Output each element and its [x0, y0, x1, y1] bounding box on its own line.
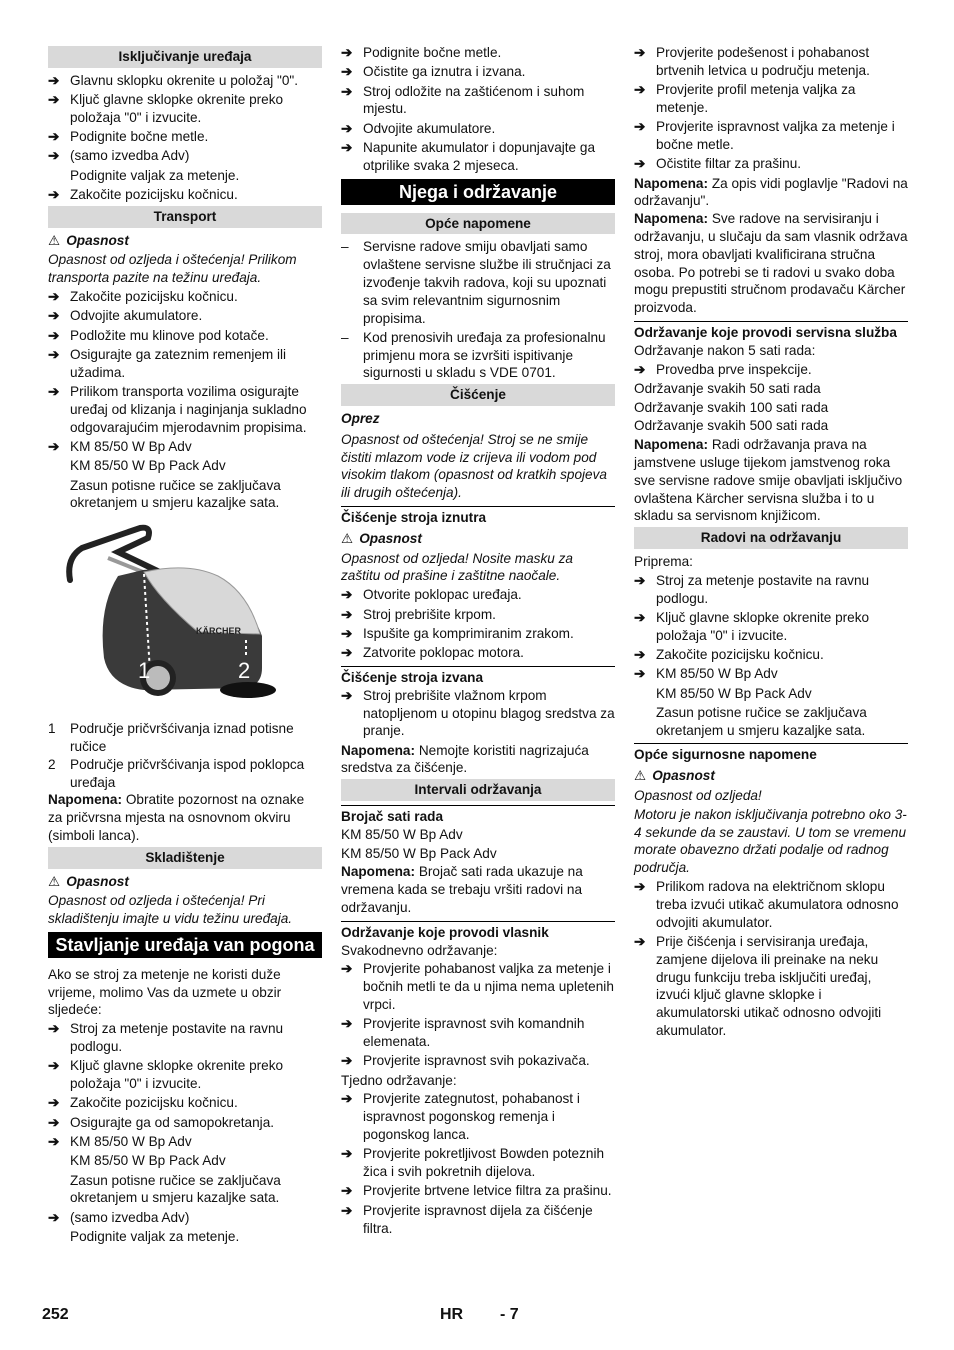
bullet-item	[48, 327, 322, 345]
arrow-icon: ➔	[341, 139, 353, 155]
arrow-icon: ➔	[341, 961, 353, 977]
callout-1: 1	[138, 658, 151, 684]
bullet-item	[48, 383, 322, 436]
warning-label	[48, 873, 322, 891]
arrow-icon: ➔	[341, 83, 353, 99]
note-label: Napomena:	[634, 175, 709, 191]
bullet-item	[634, 646, 908, 664]
bullet-item	[634, 81, 908, 117]
bullet-text: Osigurajte ga od samopokretanja.	[70, 1114, 275, 1130]
bullet-text: Stroj za metenje postavite na ravnu podlogu.	[70, 1021, 284, 1055]
paragraph: Održavanje svakih 100 sati rada	[634, 399, 829, 415]
section-heading: Čišćenje	[341, 384, 615, 406]
subheading: Čišćenje stroja iznutra	[341, 506, 615, 527]
section-heading: Radovi na održavanju	[634, 527, 908, 549]
dash-text: Servisne radove smiju obavljati samo ovlaštene servisne službe ili stručnjaci za izvođenje takvih radova, koji su upoznati sa svim relevantnim sigurnosnim propisima.	[363, 239, 611, 326]
paragraph: Tjedno održavanje:	[341, 1072, 457, 1088]
bullet-text: Prilikom radova na električnom sklopu treba izvući utikač akumulatora odnosno odvojiti akumulator.	[656, 879, 899, 930]
arrow-icon: ➔	[341, 45, 353, 60]
section-heading: Isključivanje uređaja	[48, 46, 322, 68]
bullet-text: Stroj prebrišite vlažnom krpom natopljenom u otopinu blagog sredstva za pranje.	[363, 687, 615, 739]
italic-text: Motoru je nakon isključivanja potrebno oko 3-4 sekunde da se zaustavi. U tom se vremenu morate obavezno držati podalje od radnog područja.	[634, 806, 907, 876]
bullet-text: Zakočite pozicijsku kočnicu.	[70, 1095, 238, 1111]
arrow-icon: ➔	[48, 327, 60, 343]
arrow-icon: ➔	[48, 148, 60, 164]
paragraph: Priprema:	[634, 554, 693, 570]
bullet-text: KM 85/50 W Bp Adv	[656, 666, 778, 682]
bullet-item	[341, 139, 615, 175]
arrow-icon: ➔	[48, 92, 60, 108]
page-number: 252	[42, 1306, 69, 1323]
arrow-icon: ➔	[48, 1058, 60, 1074]
section-heading: Opće napomene	[341, 213, 615, 235]
bullet-item	[48, 91, 322, 127]
bullet-item	[341, 120, 615, 138]
bullet-text: Provjerite pohabanost valjka za metenje i bočnih metli te da u njima nema upletenih vrpci.	[363, 961, 614, 1012]
bullet-item	[634, 44, 908, 80]
bullet-item	[48, 346, 322, 382]
bullet-item	[341, 644, 615, 662]
paragraph: Održavanje svakih 500 sati rada	[634, 418, 829, 434]
note-text: Obratite pozornost na oznake za pričvrsna mjesta na osnovnom okviru (simboli lanca).	[48, 792, 305, 843]
numbered-item	[48, 756, 322, 792]
arrow-icon: ➔	[341, 1146, 353, 1162]
bullet-item	[634, 609, 908, 645]
dash-icon: –	[341, 239, 349, 255]
note-text: Za opis vidi poglavlje "Radovi na održavanju".	[634, 175, 908, 209]
bullet-text: Provjerite ispravnost valjka za metenje i bočne metle.	[656, 119, 895, 152]
bullet-item	[48, 438, 322, 456]
bullet-text: Ispušite ga komprimiranim zrakom.	[363, 625, 574, 641]
bullet-text: Osigurajte ga zateznim remenjem ili užadima.	[70, 346, 287, 380]
arrow-icon: ➔	[48, 1134, 60, 1150]
paragraph: Ako se stroj za metenje ne koristi duže vrijeme, molimo Vas da uzmete u obzir sljedeće:	[48, 966, 282, 1018]
arrow-icon: ➔	[48, 72, 60, 88]
note-text: Brojač sati rada ukazuje na vremena kada se trebaju vršiti radovi na održavanju.	[341, 864, 583, 915]
item-number: 1	[48, 721, 56, 737]
note-text: Nemojte koristiti nagrizajuća sredstva za čišćenje.	[341, 742, 589, 776]
bullet-item	[634, 155, 908, 173]
bullet-text: Očistite ga iznutra i izvana.	[363, 64, 526, 80]
section-heading: Intervali održavanja	[341, 779, 615, 801]
bullet-text: Provjerite ispravnost svih pokazivača.	[363, 1053, 590, 1069]
note	[634, 436, 908, 525]
bullet-text: Provjerite pokretljivost Bowden poteznih žica i svih pokretnih dijelova.	[363, 1146, 605, 1180]
bullet-item	[341, 83, 615, 119]
bullet-item	[48, 1133, 322, 1151]
bullet-item	[634, 572, 908, 608]
bullet-text: Očistite filtar za prašinu.	[656, 156, 802, 172]
bullet-text: Podložite mu klinove pod kotače.	[70, 327, 269, 343]
warning-label	[341, 530, 615, 548]
subheading: Održavanje koje provodi vlasnik	[341, 921, 615, 942]
warning-text: Opasnost	[66, 232, 129, 248]
brand-logo: KÄRCHER	[196, 626, 241, 637]
note-text: Sve radove na servisiranju i održavanju, u slučaju da sam vlasnik održava stroj, mora obavljati kvalificirana stručna osoba. Po potrebi se ti radovi u svako doba mogu prepustiti stručnom prodavaču Kärcher proizvoda.	[634, 211, 908, 316]
section-page: - 7	[500, 1306, 519, 1323]
warning-triangle-icon: ⚠	[48, 873, 61, 889]
bullet-item	[48, 1209, 322, 1227]
bullet-item	[48, 307, 322, 325]
arrow-icon: ➔	[634, 361, 646, 377]
warning-text: Opasnost	[652, 768, 715, 784]
callout-2: 2	[238, 658, 251, 684]
arrow-icon: ➔	[341, 587, 353, 603]
bullet-text: Ključ glavne sklopke okrenite preko položaja "0" i izvucite.	[656, 609, 870, 643]
note-text: Radi održavanja prava na jamstvene usluge tijekom jamstvenog roka sve servisne radove smije obavljati isključivo ovlaštena Kärcher servisna služba i to u skladu sa servisnom knjižicom.	[634, 437, 903, 524]
arrow-icon: ➔	[48, 438, 60, 454]
item-text: Područje pričvršćivanja ispod poklopca uređaja	[70, 756, 305, 790]
note-label: Napomena:	[341, 742, 416, 758]
bullet-item	[341, 1202, 615, 1238]
bullet-item	[341, 687, 615, 740]
bullet-text: Stroj prebrišite krpom.	[363, 606, 496, 622]
note	[48, 791, 322, 844]
bullet-item	[341, 625, 615, 643]
warning-label	[48, 232, 322, 250]
italic-text: Opasnost od ozljeda i oštećenja! Pri skladištenju imajte u vidu težinu uređaja.	[48, 893, 293, 927]
bullet-text: Zakočite pozicijsku kočnicu.	[70, 187, 238, 203]
bullet-item	[341, 1182, 615, 1200]
bullet-text: Provjerite zategnutost, pohabanost i ispravnost pogonskog remenja i pogonskog lanca.	[363, 1091, 580, 1143]
item-number: 2	[48, 756, 56, 772]
arrow-icon: ➔	[634, 666, 646, 682]
bullet-item	[48, 1057, 322, 1093]
numbered-item	[48, 720, 322, 756]
section-heading: Transport	[48, 206, 322, 228]
note	[341, 863, 615, 916]
arrow-icon: ➔	[634, 82, 646, 98]
arrow-icon: ➔	[48, 1095, 60, 1111]
column-right	[634, 44, 908, 1041]
bullet-text: Zakočite pozicijsku kočnicu.	[656, 647, 824, 662]
italic-text: Opasnost od ozljeda!	[634, 788, 762, 804]
bullet-text: Odvojite akumulatore.	[363, 120, 496, 136]
bullet-item	[341, 960, 615, 1013]
warning-label	[634, 767, 908, 785]
subheading: Čišćenje stroja izvana	[341, 666, 615, 687]
arrow-icon: ➔	[341, 120, 353, 136]
bullet-item	[341, 1015, 615, 1051]
warning-text: Opasnost	[66, 873, 129, 889]
bullet-text: Provjerite brtvene letvice filtra za prašinu.	[363, 1183, 612, 1199]
bullet-text: Glavnu sklopku okrenite u položaj "0".	[70, 72, 299, 88]
item-text: Područje pričvršćivanja iznad potisne ručice	[70, 721, 294, 754]
bullet-text: (samo izvedba Adv)	[70, 148, 190, 164]
bullet-item	[48, 1114, 322, 1132]
italic-text: Opasnost od ozljeda! Nosite masku za zaštitu od prašine i zaštitne naočale.	[341, 550, 573, 584]
warning-triangle-icon: ⚠	[634, 768, 647, 784]
language-code: HR	[440, 1306, 464, 1323]
arrow-icon: ➔	[48, 1021, 60, 1037]
bullet-text: Provjerite profil metenja valjka za metenje.	[656, 82, 856, 115]
bullet-item	[48, 128, 322, 146]
indented-text: Zasun potisne ručice se zaključava okretanjem u smjeru kazaljke sata.	[656, 704, 867, 738]
note-label: Napomena:	[634, 211, 709, 227]
arrow-icon: ➔	[341, 645, 353, 661]
bullet-text: Zatvorite poklopac motora.	[363, 645, 524, 661]
subheading: Održavanje koje provodi servisna služba	[634, 321, 908, 342]
column-left	[48, 44, 322, 1247]
bullet-text: Stroj odložite na zaštićenom i suhom mjestu.	[363, 83, 585, 117]
arrow-icon: ➔	[341, 687, 353, 703]
bullet-item	[341, 586, 615, 604]
bullet-item	[48, 147, 322, 165]
bullet-text: Ključ glavne sklopke okrenite preko položaja "0" i izvucite.	[70, 1058, 284, 1092]
bullet-item	[341, 44, 615, 62]
arrow-icon: ➔	[634, 647, 646, 662]
chapter-heading: Stavljanje uređaja van pogona	[48, 932, 322, 958]
bullet-item	[48, 186, 322, 204]
arrow-icon: ➔	[341, 1016, 353, 1032]
bullet-text: Prilikom transporta vozilima osigurajte uređaj od klizanja i naginjanja sukladno odgovarajućim mjerodavnim propisima.	[70, 384, 307, 435]
arrow-icon: ➔	[48, 346, 60, 362]
subheading: Brojač sati rada	[341, 805, 615, 826]
dash-item	[341, 329, 615, 382]
italic-text: Opasnost od oštećenja! Stroj se ne smije čistiti mlazom vode iz crijeva ili vodom pod visokim tlakom (opasnost od kratkih spojeva ili drugih oštećenja).	[341, 431, 607, 501]
indented-text: KM 85/50 W Bp Pack Adv	[70, 1153, 226, 1169]
bullet-text: Podignite bočne metle.	[363, 45, 502, 60]
indented-text: KM 85/50 W Bp Pack Adv	[656, 685, 812, 701]
chapter-heading: Njega i održavanje	[341, 179, 615, 205]
bullet-item	[48, 72, 322, 90]
bullet-item	[48, 1020, 322, 1056]
bullet-item	[341, 63, 615, 81]
paragraph: Održavanje svakih 50 sati rada	[634, 380, 821, 396]
arrow-icon: ➔	[341, 1202, 353, 1218]
arrow-icon: ➔	[48, 289, 60, 305]
dash-text: Kod prenosivih uređaja za profesionalnu primjenu mora se izvršiti ispitivanje sigurnosti u skladu s VDE 0701.	[363, 329, 606, 381]
arrow-icon: ➔	[634, 45, 646, 60]
bullet-item	[634, 665, 908, 683]
dash-item	[341, 238, 615, 327]
bullet-text: Odvojite akumulatore.	[70, 308, 203, 324]
arrow-icon: ➔	[48, 1209, 60, 1225]
sweeper-image	[48, 518, 322, 716]
indented-text: Podignite valjak za metenje.	[70, 167, 240, 183]
note	[634, 210, 908, 317]
note-label: Napomena:	[341, 864, 416, 880]
bullet-text: Otvorite poklopac uređaja.	[363, 587, 522, 603]
bullet-text: Zakočite pozicijsku kočnicu.	[70, 289, 238, 305]
subheading: Opće sigurnosne napomene	[634, 743, 908, 764]
bullet-text: Napunite akumulator i dopunjavajte ga otprilike svaka 2 mjeseca.	[363, 139, 596, 173]
bullet-item	[341, 606, 615, 624]
arrow-icon: ➔	[341, 1053, 353, 1069]
paragraph: Održavanje nakon 5 sati rada:	[634, 342, 816, 358]
arrow-icon: ➔	[341, 625, 353, 641]
caution-label: Oprez	[341, 411, 380, 427]
indented-text: Podignite valjak za metenje.	[70, 1229, 240, 1245]
bullet-item	[341, 1052, 615, 1070]
bullet-item	[634, 878, 908, 931]
bullet-text: Provjerite ispravnost svih komandnih elemenata.	[363, 1016, 585, 1050]
arrow-icon: ➔	[634, 609, 646, 625]
italic-text: Opasnost od ozljeda i oštećenja! Prilikom transporta pazite na težinu uređaja.	[48, 252, 297, 286]
note-label: Napomena:	[48, 792, 123, 808]
bullet-item	[634, 118, 908, 154]
warning-triangle-icon: ⚠	[341, 530, 354, 546]
paragraph: KM 85/50 W Bp Adv	[341, 826, 463, 842]
arrow-icon: ➔	[634, 933, 646, 949]
column-middle	[341, 44, 615, 1239]
arrow-icon: ➔	[48, 308, 60, 324]
bullet-item	[48, 288, 322, 306]
warning-triangle-icon: ⚠	[48, 232, 61, 248]
section-heading: Skladištenje	[48, 847, 322, 869]
arrow-icon: ➔	[634, 156, 646, 172]
bullet-text: Stroj za metenje postavite na ravnu podlogu.	[656, 572, 870, 606]
arrow-icon: ➔	[341, 64, 353, 80]
note	[634, 175, 908, 211]
bullet-text: Ključ glavne sklopke okrenite preko položaja "0" i izvucite.	[70, 92, 284, 125]
bullet-text: Provjerite podešenost i pohabanost brtvenih letvica u području metenja.	[656, 45, 870, 78]
note-label: Napomena:	[634, 437, 709, 453]
bullet-text: Provjerite ispravnost dijela za čišćenje filtra.	[363, 1202, 593, 1236]
indented-text: KM 85/50 W Bp Pack Adv	[70, 458, 226, 474]
bullet-text: KM 85/50 W Bp Adv	[70, 438, 192, 454]
arrow-icon: ➔	[48, 129, 60, 145]
note	[341, 742, 615, 778]
bullet-text: Prije čišćenja i servisiranja uređaja, zamjene dijelova ili preinake na neku drugu funkciju treba isključiti uređaj, izvući ključ glavne sklopke i akumulatorski utikač odnosno odvojiti akumulator.	[656, 933, 882, 1038]
dash-icon: –	[341, 329, 349, 345]
bullet-item	[48, 1094, 322, 1112]
arrow-icon: ➔	[341, 1183, 353, 1199]
arrow-icon: ➔	[341, 1091, 353, 1107]
bullet-text: KM 85/50 W Bp Adv	[70, 1134, 192, 1150]
warning-text: Opasnost	[359, 530, 422, 546]
bullet-text: Provedba prve inspekcije.	[656, 361, 812, 377]
indented-text: Zasun potisne ručice se zaključava okretanjem u smjeru kazaljke sata.	[70, 1172, 281, 1206]
arrow-icon: ➔	[634, 572, 646, 588]
bullet-text: Podignite bočne metle.	[70, 129, 209, 145]
paragraph: KM 85/50 W Bp Pack Adv	[341, 845, 497, 861]
bullet-item	[341, 1090, 615, 1143]
bullet-item	[634, 933, 908, 1040]
indented-text: Zasun potisne ručice se zaključava okretanjem u smjeru kazaljke sata.	[70, 477, 281, 511]
arrow-icon: ➔	[48, 1114, 60, 1130]
arrow-icon: ➔	[634, 119, 646, 135]
bullet-text: (samo izvedba Adv)	[70, 1209, 190, 1225]
paragraph: Svakodnevno održavanje:	[341, 942, 498, 958]
arrow-icon: ➔	[48, 384, 60, 400]
arrow-icon: ➔	[341, 606, 353, 622]
arrow-icon: ➔	[48, 187, 60, 203]
bullet-item	[634, 361, 908, 379]
bullet-item	[341, 1145, 615, 1181]
arrow-icon: ➔	[634, 879, 646, 895]
